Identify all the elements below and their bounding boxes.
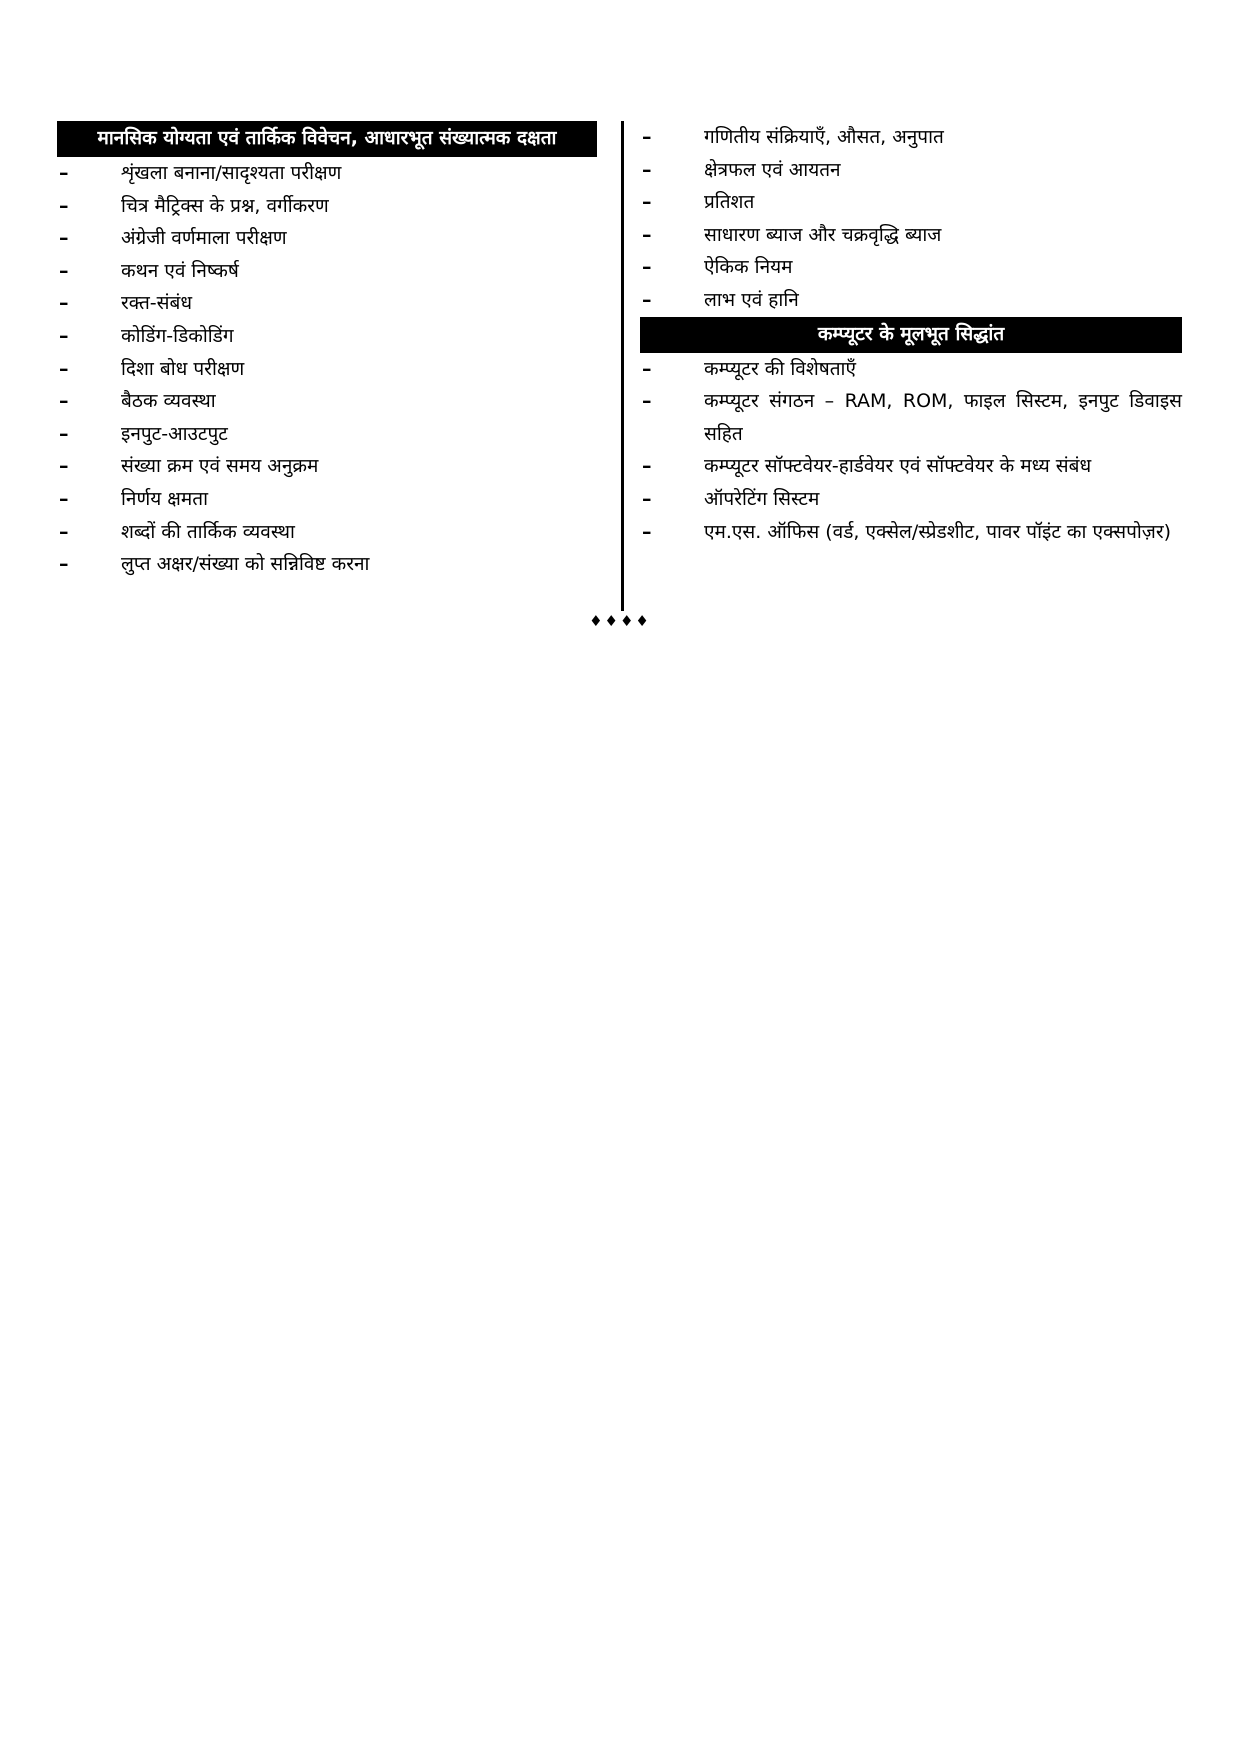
topic-item xyxy=(640,219,1182,252)
topic-item xyxy=(57,483,597,516)
dash-bullet: – xyxy=(59,487,69,510)
dash-bullet: – xyxy=(642,455,652,478)
dash-bullet: – xyxy=(59,162,69,184)
dash-bullet: – xyxy=(642,487,652,510)
topic-text: कथन एवं निष्कर्ष xyxy=(121,259,239,282)
dash-bullet: – xyxy=(642,256,652,279)
dash-bullet: – xyxy=(642,223,652,246)
topic-item xyxy=(640,353,1182,386)
topic-text: शब्दों की तार्किक व्यवस्था xyxy=(121,520,295,543)
dash-bullet: – xyxy=(59,390,69,413)
topic-item xyxy=(57,353,597,386)
topic-text: प्रतिशत xyxy=(704,191,755,214)
dash-bullet: – xyxy=(642,191,652,214)
topic-item xyxy=(57,222,597,255)
topic-text: निर्णय क्षमता xyxy=(121,487,208,510)
topic-text: कोडिंग-डिकोडिंग xyxy=(121,324,234,347)
end-ornament: ♦♦♦♦ xyxy=(589,612,651,630)
topic-item xyxy=(640,154,1182,187)
column-divider xyxy=(621,121,624,611)
dash-bullet: – xyxy=(59,455,69,478)
topic-item xyxy=(57,450,597,483)
dash-bullet: – xyxy=(642,158,652,181)
topic-item xyxy=(57,287,597,320)
topic-item xyxy=(57,157,597,190)
section-header-reasoning: मानसिक योग्यता एवं तार्किक विवेचन, आधारभूत संख्यात्मक दक्षता xyxy=(57,121,597,157)
topic-text: गणितीय संक्रियाएँ, औसत, अनुपात xyxy=(704,126,944,148)
topic-text: चित्र मैट्रिक्स के प्रश्न, वर्गीकरण xyxy=(121,194,329,217)
dash-bullet: – xyxy=(59,324,69,347)
topic-item xyxy=(640,186,1182,219)
topic-item xyxy=(640,121,1182,154)
topic-text: इनपुट-आउटपुट xyxy=(121,422,228,445)
dash-bullet: – xyxy=(59,422,69,445)
topic-text: संख्या क्रम एवं समय अनुक्रम xyxy=(121,455,319,478)
dash-bullet: – xyxy=(59,227,69,250)
dash-bullet: – xyxy=(642,126,652,148)
topic-item xyxy=(640,483,1182,516)
topic-text: लुप्त अक्षर/संख्या को सन्निविष्ट करना xyxy=(121,553,370,576)
topic-text: एम.एस. ऑफिस (वर्ड, एक्सेल/स्प्रेडशीट, पावर पॉइंट का एक्सपोज़र) xyxy=(704,520,1172,543)
topic-text: शृंखला बनाना/सादृश्यता परीक्षण xyxy=(121,162,342,184)
topic-item xyxy=(640,450,1182,483)
topic-item xyxy=(57,255,597,288)
topic-item xyxy=(57,385,597,418)
topic-text: दिशा बोध परीक्षण xyxy=(121,357,245,380)
dash-bullet: – xyxy=(59,292,69,315)
topic-text: लाभ एवं हानि xyxy=(704,288,799,311)
dash-bullet: – xyxy=(642,390,652,413)
topic-item xyxy=(640,251,1182,284)
topic-text: कम्प्यूटर सॉफ्टवेयर-हार्डवेयर एवं सॉफ्टवेयर के मध्य संबंध xyxy=(704,455,1092,478)
maths-topic-list xyxy=(640,121,1182,317)
topic-item xyxy=(640,284,1182,317)
topic-text: कम्प्यूटर संगठन – RAM, ROM, फाइल सिस्टम, इनपुट डिवाइस सहित xyxy=(704,390,1182,445)
dash-bullet: – xyxy=(642,520,652,543)
topic-item xyxy=(57,320,597,353)
topic-text: अंग्रेजी वर्णमाला परीक्षण xyxy=(121,227,287,250)
topic-text: रक्त-संबंध xyxy=(121,292,193,315)
dash-bullet: – xyxy=(642,288,652,311)
dash-bullet: – xyxy=(59,357,69,380)
dash-bullet: – xyxy=(59,553,69,576)
topic-text: ऑपरेटिंग सिस्टम xyxy=(704,487,820,510)
topic-item xyxy=(57,418,597,451)
computer-topic-list xyxy=(640,353,1182,549)
topic-text: कम्प्यूटर की विशेषताएँ xyxy=(704,357,856,380)
topic-item xyxy=(57,190,597,223)
topic-text: बैठक व्यवस्था xyxy=(121,390,216,413)
topic-text: साधारण ब्याज और चक्रवृद्धि ब्याज xyxy=(704,223,942,246)
dash-bullet: – xyxy=(59,520,69,543)
topic-item xyxy=(57,516,597,549)
dash-bullet: – xyxy=(59,194,69,217)
left-column xyxy=(57,121,597,581)
reasoning-topic-list xyxy=(57,157,597,581)
right-column xyxy=(640,121,1182,548)
topic-item xyxy=(57,548,597,581)
section-header-computer: कम्प्यूटर के मूलभूत सिद्धांत xyxy=(640,317,1182,353)
dash-bullet: – xyxy=(59,259,69,282)
dash-bullet: – xyxy=(642,357,652,380)
topic-text: क्षेत्रफल एवं आयतन xyxy=(704,158,841,181)
topic-item xyxy=(640,385,1182,450)
topic-item xyxy=(640,516,1182,549)
topic-text: ऐकिक नियम xyxy=(704,256,793,279)
